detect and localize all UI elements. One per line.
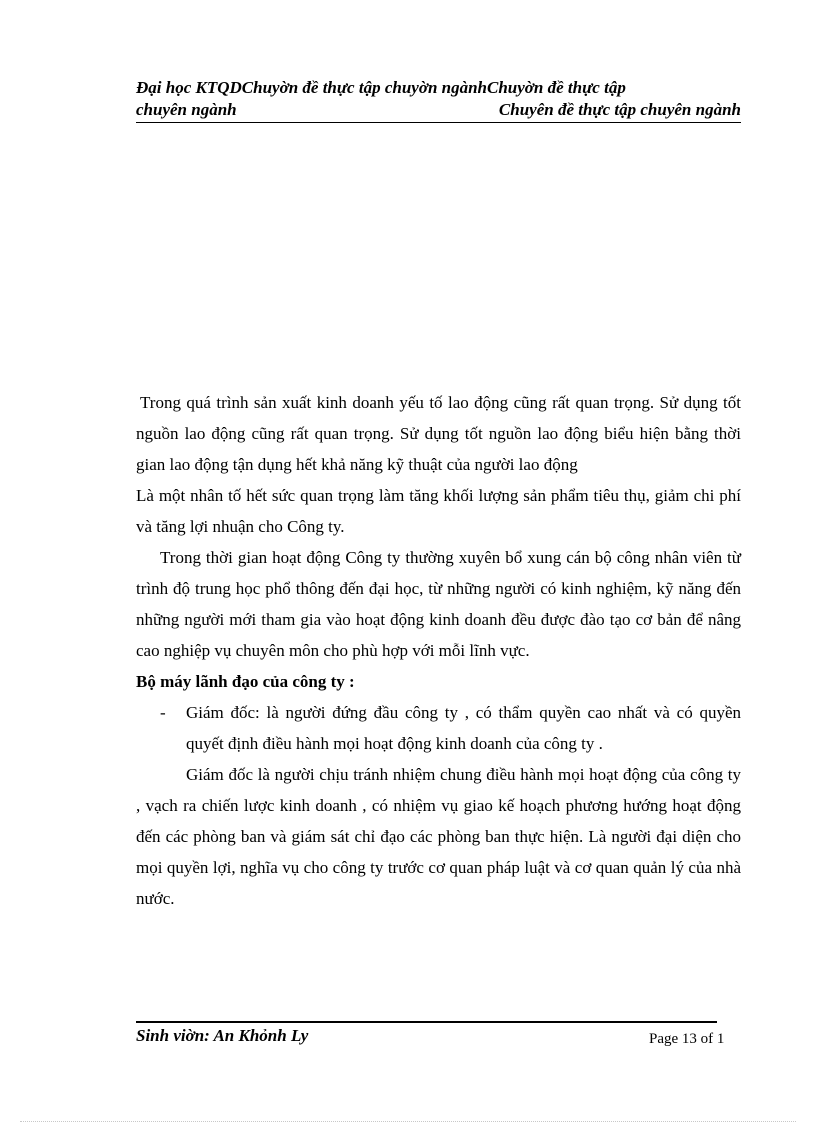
bullet-item [136, 697, 741, 759]
paragraph-3: Trong thời gian hoạt động Công ty thường xuyên bổ xung cán bộ công nhân viên từ trình độ trung học phổ thông đến đại học, từ những người có kinh nghiệm, kỹ năng đến những người mới tham gia vào hoạt động kinh doanh đều được đào tạo cơ bản để nâng cao nghiệp vụ chuyên môn cho phù hợp với mỗi lĩnh vực. [136, 548, 741, 660]
footer-page-number: Page 13 of 1 [649, 1031, 725, 1047]
page-header [136, 77, 741, 123]
bullet-dash: - [160, 703, 166, 722]
header-line-2-left: chuyên ngành [136, 100, 237, 119]
section-heading: Bộ máy lãnh đạo của công ty : [136, 672, 355, 691]
bullet-text: Giám đốc: là người đứng đầu công ty , có thẩm quyền cao nhất và có quyền quyết định điều hành mọi hoạt động kinh doanh của công ty . [186, 703, 741, 753]
header-line-1: Đại học KTQDChuyờn đề thực tập chuyờn ngànhChuyờn đề thực tập [136, 78, 626, 97]
paragraph-2: Là một nhân tố hết sức quan trọng làm tăng khối lượng sản phẩm tiêu thụ, giảm chi phí và tăng lợi nhuận cho Công ty. [136, 486, 741, 536]
paragraph-4: Giám đốc là người chịu tránh nhiệm chung điều hành mọi hoạt động của công ty , vạch ra chiến lược kinh doanh , có nhiệm vụ giao kế hoạch phương hướng hoạt động đến các phòng ban và giám sát chỉ đạo các phòng ban thực hiện. Là người đại diện cho mọi quyền lợi, nghĩa vụ cho công ty trước cơ quan pháp luật và cơ quan quản lý của nhà nước. [136, 765, 741, 908]
header-line-2 [136, 99, 741, 121]
document-body [136, 387, 741, 914]
footer-rule [136, 1021, 717, 1023]
header-line-2-right: Chuyên đề thực tập chuyên ngành [498, 100, 741, 119]
paragraph-1: Trong quá trình sản xuất kinh doanh yếu tố lao động cũng rất quan trọng. Sử dụng tốt nguồn lao động cũng rất quan trọng. Sử dụng tốt nguồn lao động biểu hiện bằng thời gian lao động tận dụng hết khả năng kỹ thuật của người lao động [136, 393, 741, 474]
footer-author: Sinh viờn: An Khỏnh Ly [136, 1026, 309, 1045]
page-bottom-edge [20, 1121, 796, 1122]
